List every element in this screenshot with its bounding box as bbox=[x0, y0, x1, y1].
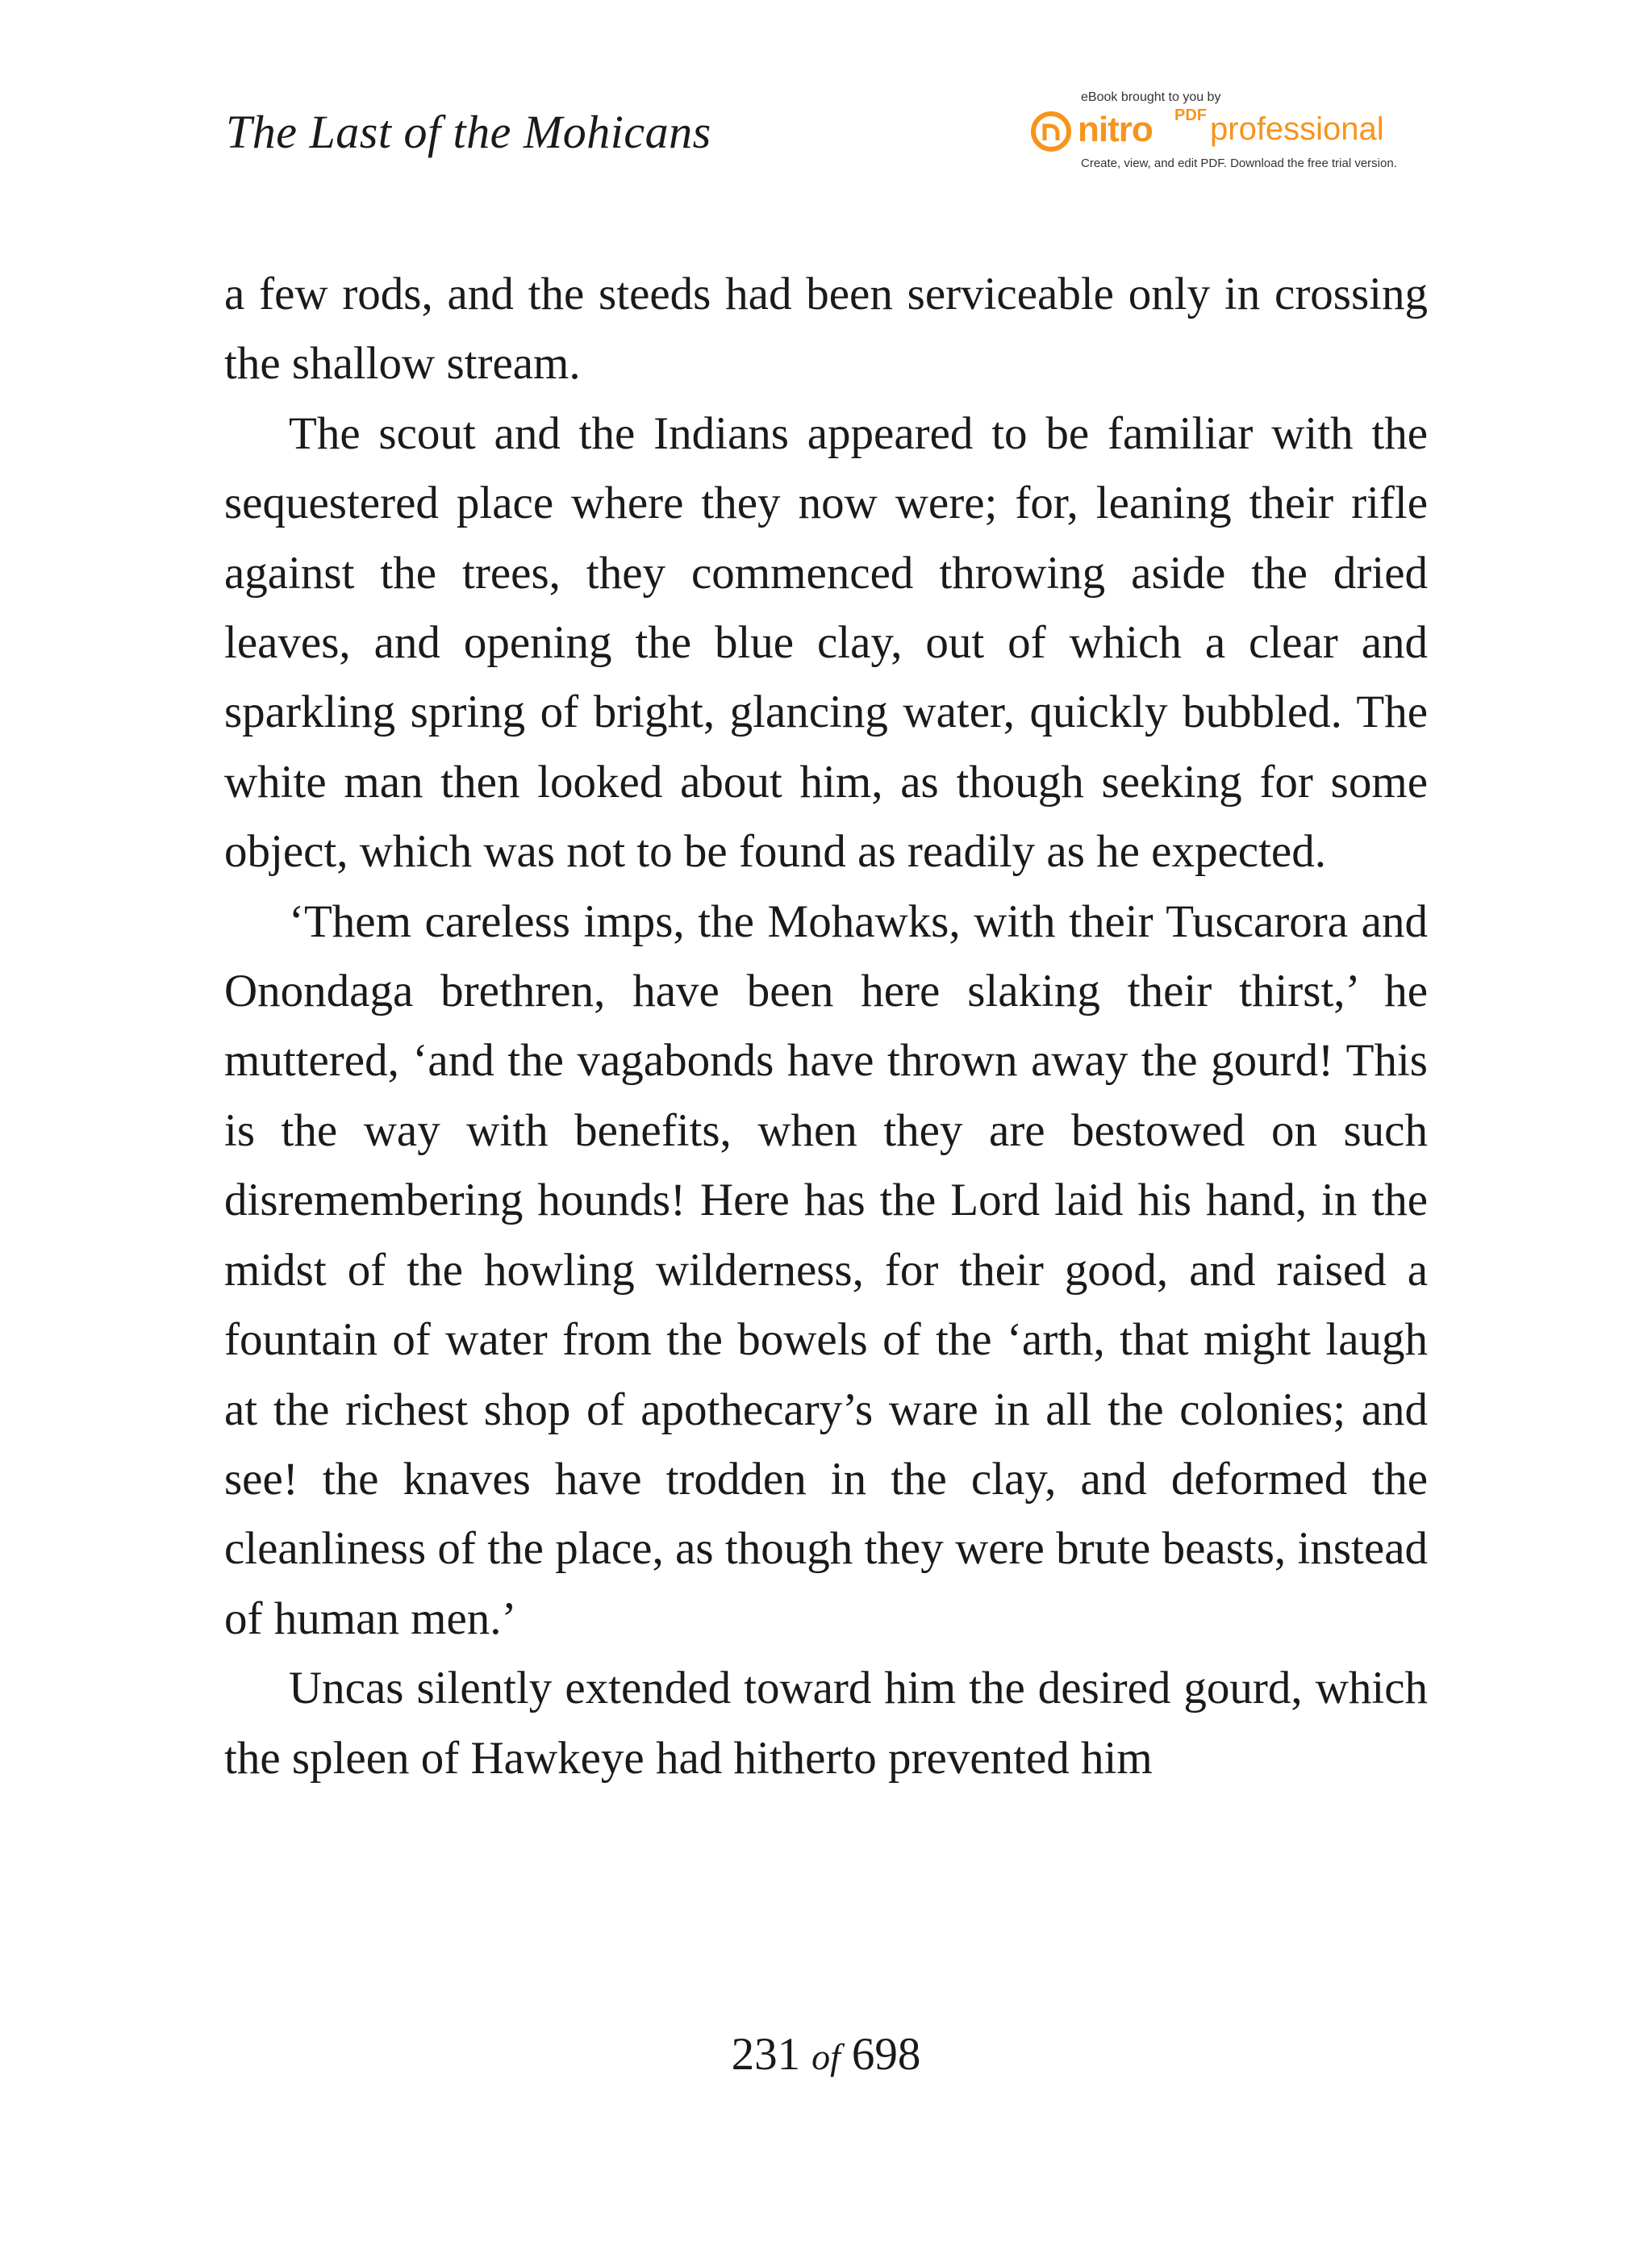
total-pages: 698 bbox=[851, 2029, 921, 2080]
promo-subline: Create, view, and edit PDF. Download the free trial version. bbox=[1081, 157, 1397, 170]
nitro-logo-icon bbox=[1031, 111, 1071, 152]
paragraph: ‘Them careless imps, the Mohawks, with their Tuscarora and Onondaga brethren, have been here slaking their thirst,’ he muttered, ‘and the vagabonds have thrown away the gourd! This is the way with benefits, when they are bestowed on such disremembering hounds! Here has the Lord laid his hand, in the midst of the howling wilderness, for their good, and raised a fountain of water from the bowels of the ‘arth, that might laugh at the richest shop of apothecary’s ware in all the colonies; and see! the knaves have trodden in the clay, and deformed the cleanliness of the place, as though they were brute beasts, instead of human men.’ bbox=[224, 895, 1428, 1644]
paragraph: Uncas silently extended toward him the desired gourd, which the spleen of Hawkeye had hitherto prevented him bbox=[224, 1663, 1428, 1784]
page-number bbox=[0, 2028, 1652, 2081]
current-page: 231 bbox=[731, 2029, 801, 2080]
page-body-text bbox=[224, 260, 1428, 1793]
promo-tagline: eBook brought to you by bbox=[1081, 90, 1221, 104]
book-title: The Last of the Mohicans bbox=[226, 106, 711, 158]
paragraph: a few rods, and the steeds had been serviceable only in crossing the shallow stream. bbox=[224, 269, 1428, 390]
promo-edition: professional bbox=[1210, 111, 1384, 147]
page-of-label: of bbox=[811, 2036, 841, 2077]
paragraph: The scout and the Indians appeared to be familiar with the sequestered place where they now were; for, leaning their rifle against the trees, they commenced throwing aside the dried leaves, and opening the blue clay, out of which a clear and sparkling spring of bright, glancing water, quickly bubbled. The white man then looked about him, as though seeking for some object, which was not to be found as readily as he expected. bbox=[224, 407, 1428, 878]
promo-brand-sup: PDF bbox=[1174, 106, 1207, 124]
nitro-promo-banner[interactable] bbox=[1031, 90, 1410, 171]
promo-brand: nitro bbox=[1078, 110, 1153, 149]
